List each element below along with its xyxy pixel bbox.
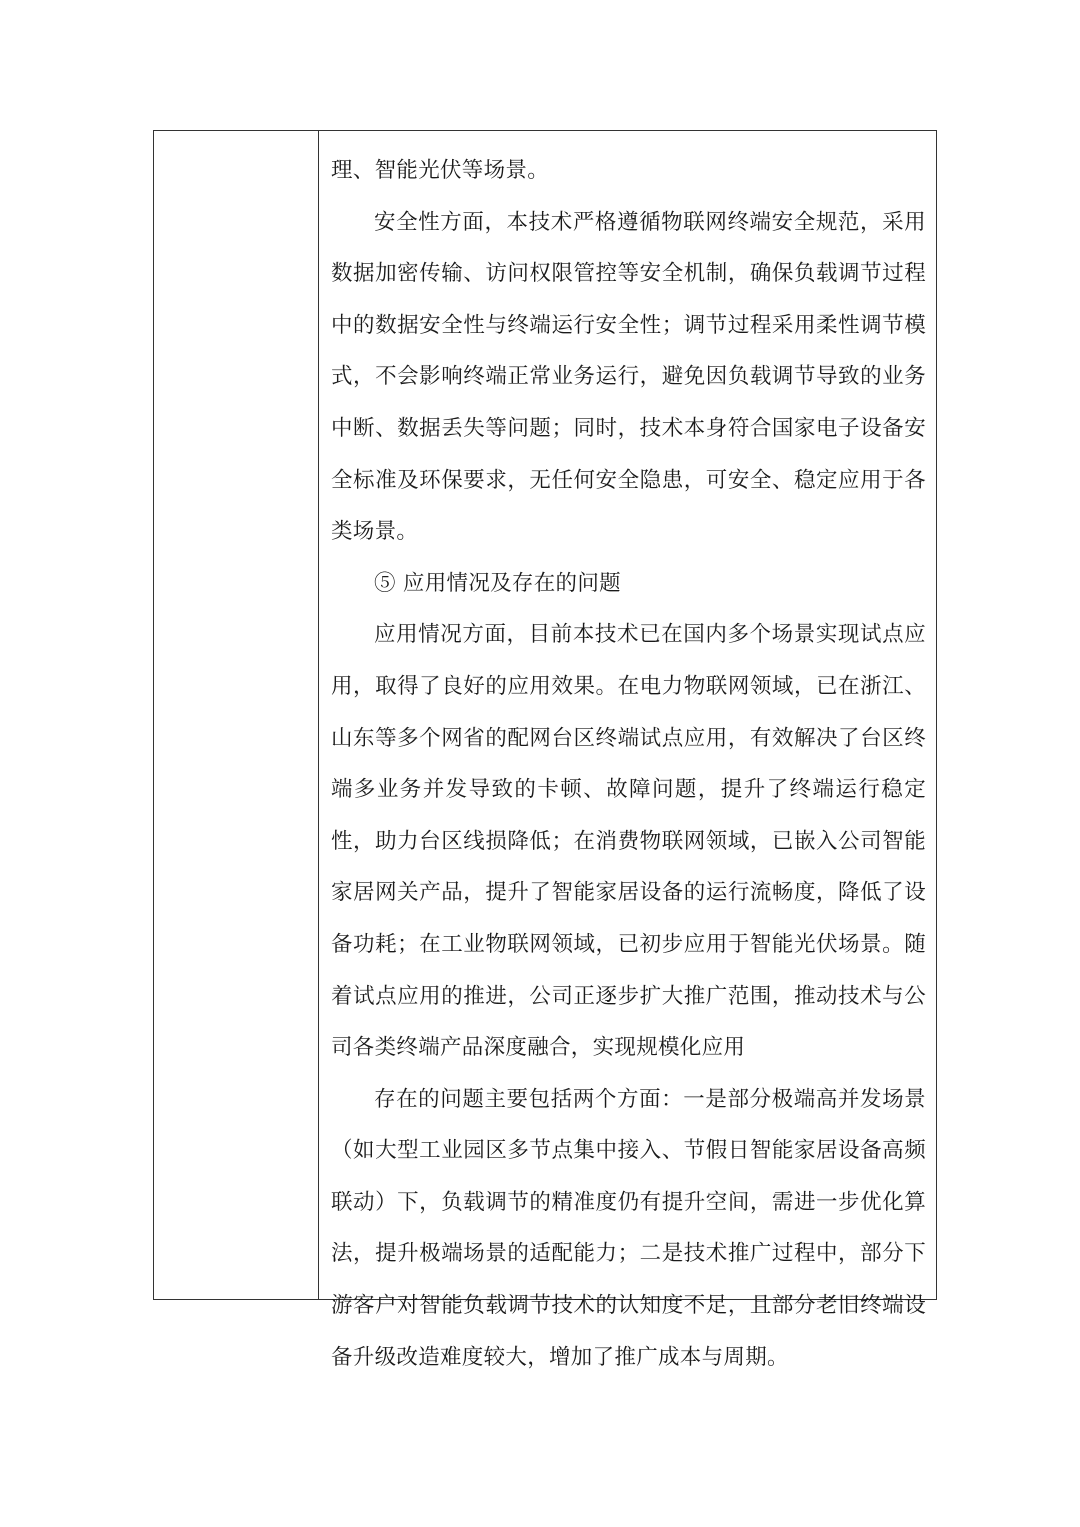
paragraph-security: 安全性方面，本技术严格遵循物联网终端安全规范，采用数据加密传输、访问权限管控等安全机制，确保负载调节过程中的数据安全性与终端运行安全性；调节过程采用柔性调节模式，不会影响终端正常业务运行，避免因负载调节导致的业务中断、数据丢失等问题；同时，技术本身符合国家电子设备安全标准及环保要求，无任何安全隐患，可安全、稳定应用于各类场景。: [331, 209, 926, 545]
document-table: [153, 130, 937, 1370]
paragraph-application: 应用情况方面，目前本技术已在国内多个场景实现试点应用，取得了良好的应用效果。在电力物联网领域，已在浙江、山东等多个网省的配网台区终端试点应用，有效解决了台区终端多业务并发导致的卡顿、故障问题，提升了终端运行稳定性，助力台区线损降低；在消费物联网领域，已嵌入公司智能家居网关产品，提升了智能家居设备的运行流畅度，降低了设备功耗；在工业物联网领域，已初步应用于智能光伏场景。随着试点应用的推进，公司正逐步扩大推广范围，推动技术与公司各类终端产品深度融合，实现规模化应用: [331, 622, 926, 1061]
paragraph-problems: 存在的问题主要包括两个方面：一是部分极端高并发场景（如大型工业园区多节点集中接入、节假日智能家居设备高频联动）下，负载调节的精准度仍有提升空间，需进一步优化算法，提升极端场景的适配能力；二是技术推广过程中，部分下游客户对智能负载调节技术的认知度不足，且部分老旧终端设备升级改造难度较大，增加了推广成本与周期。: [331, 1086, 926, 1370]
table-content-cell: [319, 131, 936, 1370]
table-left-cell: [154, 131, 319, 1299]
section-heading-application: ⑤ 应用情况及存在的问题: [374, 570, 621, 596]
paragraph-continuation: 理、智能光伏等场景。: [331, 158, 550, 183]
